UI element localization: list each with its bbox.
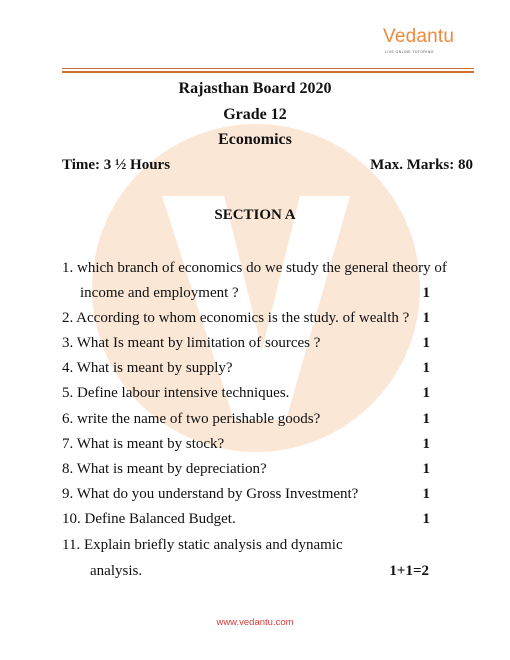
question-9-marks: 1 bbox=[422, 486, 430, 502]
vedantu-logo bbox=[383, 26, 493, 62]
question-1-line-2: income and employment ? bbox=[80, 285, 239, 301]
question-1-marks: 1 bbox=[422, 285, 430, 301]
grade-title: Grade 12 bbox=[223, 106, 287, 123]
question-5-marks: 1 bbox=[422, 385, 430, 401]
question-8-marks: 1 bbox=[422, 461, 430, 477]
question-8: 8. What is meant by depreciation? bbox=[62, 461, 267, 477]
section-heading: SECTION A bbox=[214, 207, 296, 223]
question-2-marks: 1 bbox=[422, 310, 430, 326]
question-3: 3. What Is meant by limitation of sources ? bbox=[62, 335, 321, 351]
question-3-marks: 1 bbox=[422, 335, 430, 351]
max-marks: Max. Marks: 80 bbox=[370, 157, 473, 173]
question-11-line-2: analysis. bbox=[90, 563, 143, 579]
question-6: 6. write the name of two perishable goods? bbox=[62, 411, 321, 427]
logo-tagline: LIVE ONLINE TUTORING bbox=[385, 50, 434, 54]
question-7: 7. What is meant by stock? bbox=[62, 436, 225, 452]
question-9: 9. What do you understand by Gross Investment? bbox=[62, 486, 359, 502]
question-4: 4. What is meant by supply? bbox=[62, 360, 233, 376]
question-10-marks: 1 bbox=[422, 511, 430, 527]
footer-website-link[interactable]: www.vedantu.com bbox=[216, 617, 294, 628]
question-1-line-1: 1. which branch of economics do we study the general theory of bbox=[62, 260, 447, 276]
question-5: 5. Define labour intensive techniques. bbox=[62, 385, 290, 401]
question-7-marks: 1 bbox=[422, 436, 430, 452]
subject-title: Economics bbox=[218, 131, 292, 148]
time-allowed: Time: 3 ½ Hours bbox=[62, 157, 171, 173]
header-rule-bottom bbox=[62, 71, 474, 73]
question-11-marks: 1+1=2 bbox=[389, 563, 429, 579]
board-title: Rajasthan Board 2020 bbox=[178, 80, 332, 97]
logo-wordmark: Vedantu bbox=[383, 26, 455, 47]
question-10: 10. Define Balanced Budget. bbox=[62, 511, 236, 527]
question-6-marks: 1 bbox=[422, 411, 430, 427]
header-rule-top bbox=[62, 68, 474, 69]
question-11-line-1: 11. Explain briefly static analysis and dynamic bbox=[62, 537, 343, 553]
question-2: 2. According to whom economics is the study. of wealth ? bbox=[62, 310, 410, 326]
question-4-marks: 1 bbox=[422, 360, 430, 376]
